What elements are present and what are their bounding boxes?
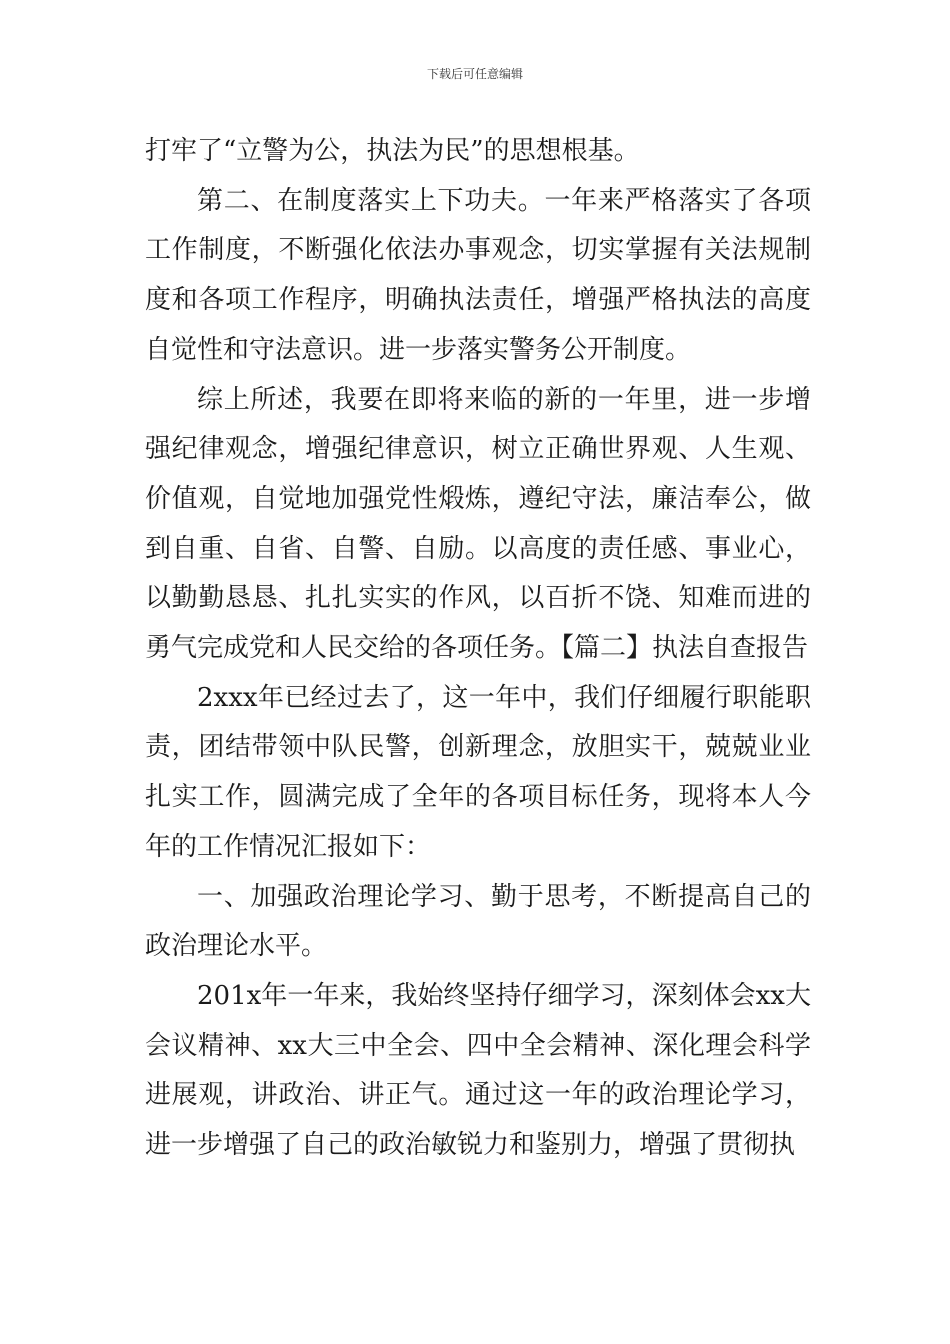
document-body xyxy=(145,127,811,1171)
paragraph-continuation: 打牢了“立警为公，执法为民”的思想根基。 xyxy=(145,136,640,166)
paragraph-report-intro: 2xxx年已经过去了，这一年中，我们仔细履行职能职责，团结带领中队民警，创新理念，放胆实干，兢兢业业扎实工作，圆满完成了全年的各项目标任务，现将本人今年的工作情况汇报如下： xyxy=(145,682,811,862)
paragraph-section-heading: 一、加强政治理论学习、勤于思考，不断提高自己的政治理论水平。 xyxy=(145,881,811,962)
paragraph-institution: 第二、在制度落实上下功夫。一年来严格落实了各项工作制度，不断强化依法办事观念，切实掌握有关法规制度和各项工作程序，明确执法责任，增强严格执法的高度自觉性和守法意识。进一步落实警务公开制度。 xyxy=(145,185,811,365)
header-note: 下载后可任意编辑 xyxy=(426,67,523,81)
paragraph-summary: 综上所述，我要在即将来临的新的一年里，进一步增强纪律观念，增强纪律意识，树立正确世界观、人生观、价值观，自觉地加强党性煅炼，遵纪守法，廉洁奉公，做到自重、自省、自警、自励。以高度的责任感、事业心，以勤勤恳恳、扎扎实实的作风，以百折不饶、知难而进的勇气完成党和人民交给的各项任务。【篇二】执法自查报告 xyxy=(145,384,811,664)
paragraph-study: 201x年一年来，我始终坚持仔细学习，深刻体会xx大会议精神、xx大三中全会、四中全会精神、深化理会科学进展观，讲政治、讲正气。通过这一年的政治理论学习，进一步增强了自己的政治敏锐力和鉴别力，增强了贯彻执 xyxy=(145,980,811,1161)
